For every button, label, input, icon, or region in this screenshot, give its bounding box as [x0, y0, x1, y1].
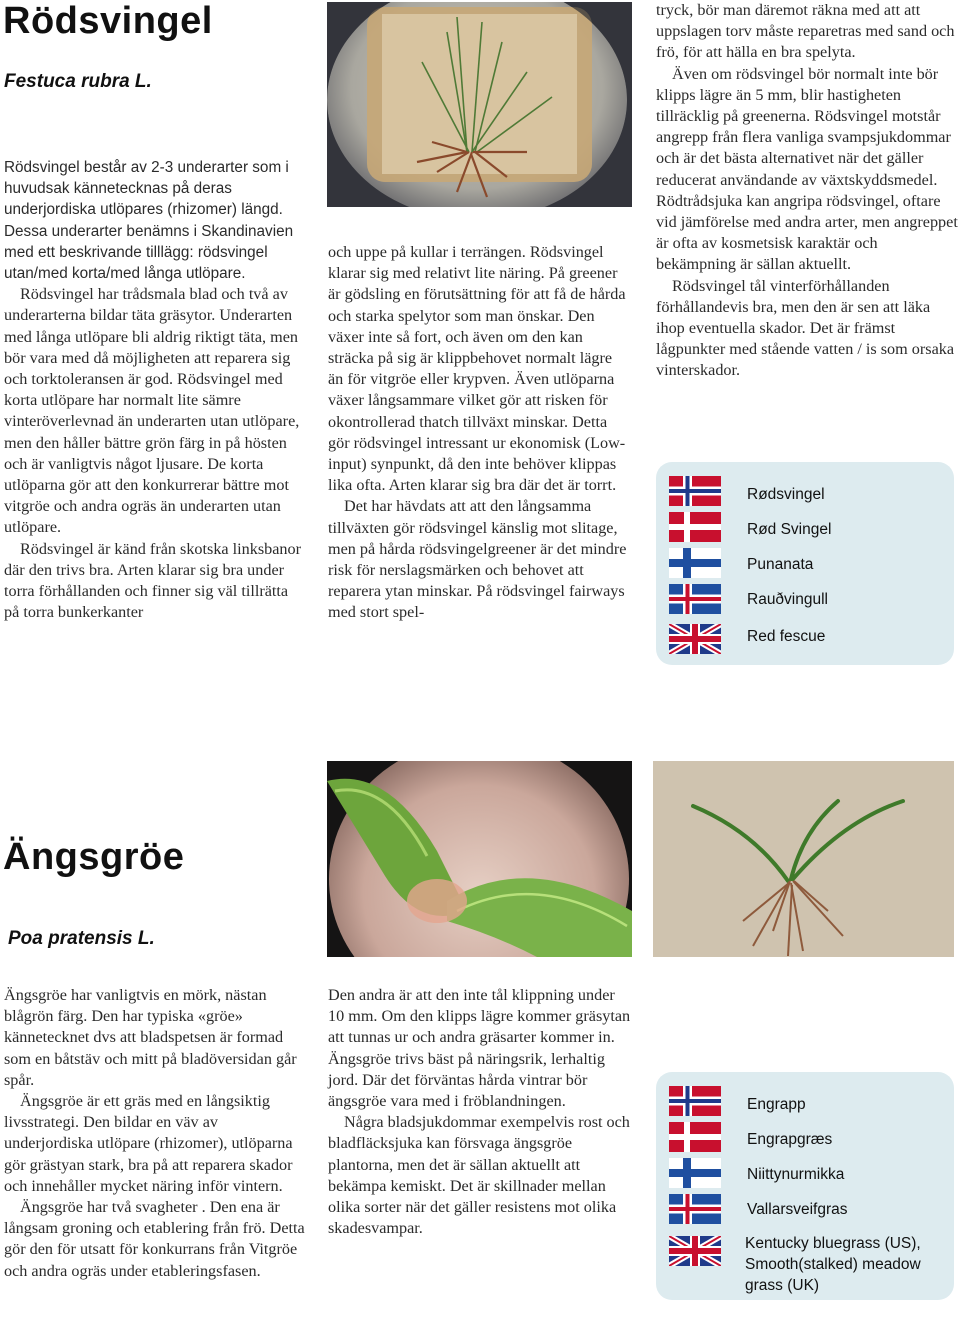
norway-flag-icon — [669, 1086, 721, 1116]
name-english: Kentucky bluegrass (US), Smooth(stalked) meadow grass (UK) — [745, 1235, 921, 1294]
rodsvingel-column-3 — [656, 0, 960, 382]
uk-flag-icon — [669, 624, 721, 654]
name-norwegian: Rødsvingel — [747, 486, 825, 503]
grass-plant-magnified-photo — [327, 2, 632, 207]
paragraph: Ängsgröe har vanligtvis en mörk, nästan blågrön färg. Den har typiska «gröe» kännetecknet dvs att bladspetsen är formad som en båtstäv och mitt på bladöversidan går spår. — [4, 986, 297, 1089]
paragraph: Även om rödsvingel bör normalt inte bör klipps lägre än 5 mm, blir hastigheten tillräcklig på greenerna. Rödsvingel motstår angrepp från flera vanliga svampsjukdommar och är det bästa alternativet när det gäller reducerat användande av växtskyddsmedel. Rödtrådsjuka kan angripa rödsvingel, oftare vid jämförelse med andra arter, men angreppet är ofta av kosmetsisk karaktär och bekämpning är sällan aktuellt. — [656, 64, 958, 274]
denmark-flag-icon — [669, 512, 721, 542]
paragraph: Rödsvingel har trådsmala blad och två av underarterna bildar täta gräsytor. Underarten med långa utlöpare bli aldrig riktigt täta, men bör vara med då möjligheten att reparera sig och torktoleransen är god. Rödsvingel med korta utlöpare har normalt lite sämre vinteröverlevnad än underarten utan utlöpare, men den håller bättre grön färg in på hösten och är vanligtvis något ljusare. De korta utlöparna gör att den konkurrerar bättre mot vitgröe och andra ogräs än underarten utan utlöpare. — [4, 285, 300, 537]
grass-seedling-photo — [653, 761, 954, 957]
finland-flag-icon — [669, 1158, 721, 1188]
iceland-flag-icon — [669, 584, 721, 614]
latin-name-angsgroe: Poa pratensis L. — [8, 928, 155, 949]
name-danish: Engrapgræs — [747, 1131, 833, 1148]
section-title-angsgroe: Ängsgröe — [3, 836, 185, 878]
latin-name-rodsvingel: Festuca rubra L. — [4, 71, 152, 92]
paragraph: Rödsvingel tål vinterförhållanden förhållandevis bra, men den är sen att läka ihop eventuella skador. Det är främst lågpunkter med stående vatten / is som orsaka vinterskador. — [656, 276, 955, 380]
name-danish: Rød Svingel — [747, 521, 832, 538]
paragraph: Rödsvingel är känd från skotska linksbanor där den trivs bra. Arten klarar sig bra under torra förhållanden och finner sig väl tillrätta på torra bunkerkanter — [4, 539, 301, 622]
name-finnish: Punanata — [747, 556, 814, 573]
paragraph: Ängsgröe har två svagheter . Den ena är långsam groning och etablering från frö. Detta gör den för utsatt för konkurrans från Vitgröe och andra ogräs under etableringsfasen. — [4, 1198, 305, 1280]
rodsvingel-column-1 — [4, 157, 306, 623]
section-title-rodsvingel: Rödsvingel — [3, 0, 213, 42]
iceland-flag-icon — [669, 1194, 721, 1224]
uk-flag-icon — [669, 1236, 721, 1266]
angsgroe-column-2 — [328, 985, 631, 1239]
finland-flag-icon — [669, 548, 721, 578]
norway-flag-icon — [669, 476, 721, 506]
name-icelandic: Vallarsveifgras — [747, 1201, 848, 1218]
paragraph: Det har hävdats att att den långsamma tillväxten gör rödsvingel känslig mot slitage, men på hårda rödsvingelgreener är det mindre risk för nerslagsmärken och behovet att reparera ytan minskar. På rödsvingel fairways med stort spel- — [328, 497, 627, 622]
paragraph: Några bladsjukdommar exempelvis rost och bladfläcksjuka kan försvaga ängsgröe plantorna, men det är sällan aktuellt att bekämpa kemiskt. Det är skillnader mellan olika sorter när det gäller resistens mot olika skadesvampar. — [328, 1113, 630, 1238]
paragraph: Ängsgröe är ett gräs med en långsiktig livsstrategi. Den bildar en väv av underjordiska utlöpare (rhizomer), utlöparna gör grästyan stark, bra på att reparera skador och innehåller mycket näring inför vintern. — [4, 1092, 293, 1195]
angsgroe-column-1 — [4, 985, 307, 1282]
rodsvingel-column-2 — [328, 242, 631, 624]
name-finnish: Niittynurmikka — [747, 1166, 845, 1183]
paragraph: tryck, bör man däremot räkna med att att uppslagen torv måste reparetras med sand och frö, för att hälla en bra spelyta. — [656, 1, 955, 62]
name-norwegian: Engrapp — [747, 1096, 806, 1113]
denmark-flag-icon — [669, 1122, 721, 1152]
leaf-closeup-photo — [327, 761, 632, 957]
paragraph: Den andra är att den inte tål klippning under 10 mm. Om den klipps lägre kommer gräsytan att tunnas ur och andra gräsarter kommer in. Ängsgröe trivs bäst på näringsrik, lerhaltig jord. Där det förväntas hårda vintrar bör ängsgröe vara med i fröblandningen. — [328, 986, 631, 1111]
name-icelandic: Rauðvingull — [747, 591, 828, 608]
paragraph: Rödsvingel består av 2-3 underarter som i huvudsak kännetecknas på deras underjordiska utlöpares (rhizomer) längd. Dessa underarter benämns i Skandinavien med ett beskrivande tilllägg: rödsvingel utan/med korta/med långa utlöpare. — [4, 159, 294, 283]
paragraph: och uppe på kullar i terrängen. Rödsvingel klarar sig med relativt lite näring. På greener är gödsling en förutsättning för att få de hårda och starka spelytor som man önskar. Den växer inte så fort, och även om den kan sträcka på sig är klippbehovet normalt lägre än för vitgröe eller krypven. Även utlöparna växer långsammare vilket gör att risken för okontrollerad thatch tillväxt minskar. Detta gör rödsvingel intressant ur ekonomisk (Low-input) synpunkt, då den inte behöver klippas lika ofta. Arten klarar sig bra där det är torrt. — [328, 243, 626, 495]
name-english: Red fescue — [747, 628, 826, 645]
